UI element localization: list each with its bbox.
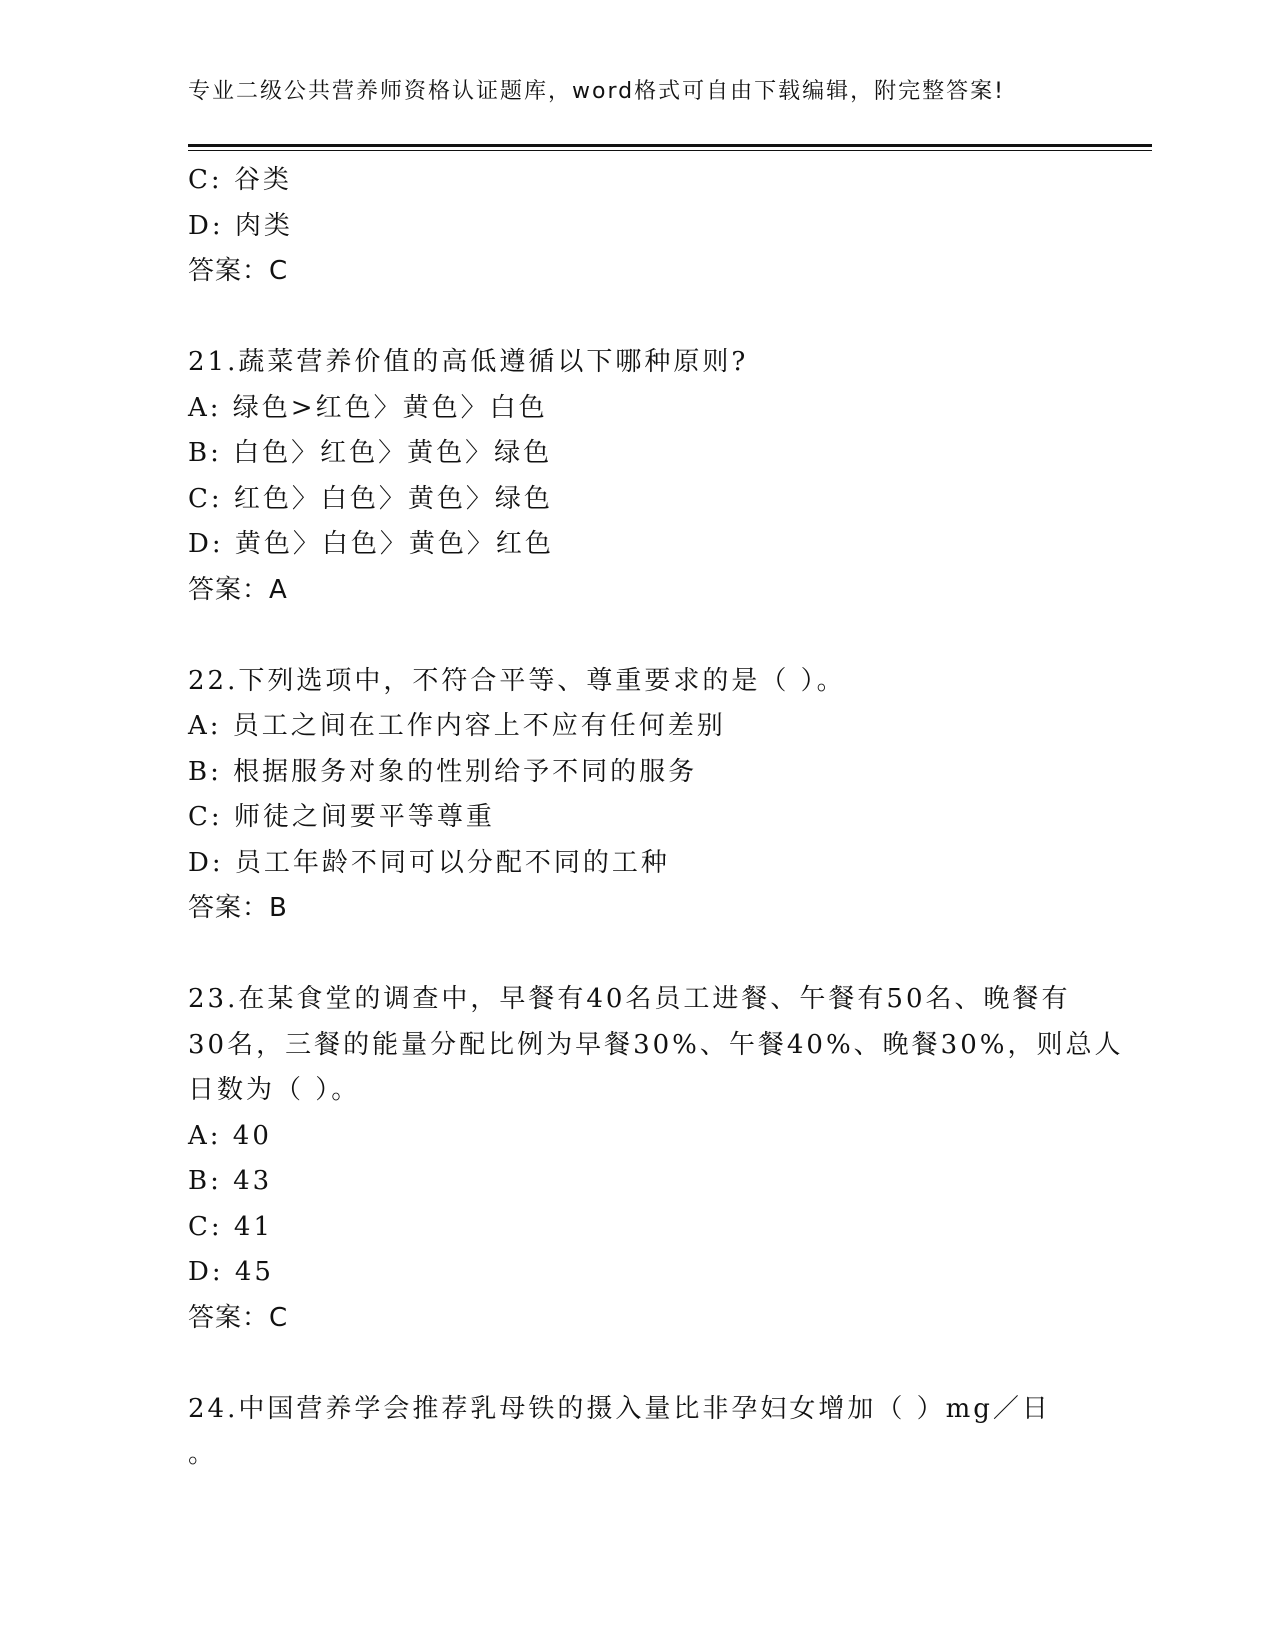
question-stem-line: 日数为（ ）。	[188, 1075, 361, 1105]
option-c: C: 师徒之间要平等尊重	[188, 802, 495, 832]
option-b: B: 43	[188, 1166, 273, 1196]
option-c: C: 谷类	[188, 165, 292, 195]
question-stem-line: 。	[188, 1439, 218, 1469]
option-d: D: 肉类	[188, 210, 293, 241]
option-a: A: 40	[188, 1120, 272, 1151]
option-c: C: 红色〉白色〉黄色〉绿色	[188, 483, 553, 514]
spacer	[188, 932, 1088, 978]
question-stem-line: 23.在某食堂的调查中，早餐有40名员工进餐、午餐有50名、晚餐有	[188, 984, 1071, 1014]
spacer	[188, 1341, 1088, 1387]
page-header: 专业二级公共营养师资格认证题库，word格式可自由下载编辑，附完整答案!	[188, 79, 1005, 104]
answer-line: 答案：C	[188, 1302, 289, 1333]
header-rule-thick	[188, 144, 1152, 147]
option-c: C: 41	[188, 1211, 274, 1242]
option-a: A: 绿色>红色〉黄色〉白色	[188, 392, 548, 423]
spacer	[188, 295, 1088, 341]
answer-line: 答案：C	[188, 256, 289, 286]
option-d: D: 45	[188, 1257, 274, 1287]
answer-line: 答案：A	[188, 574, 288, 605]
header-rule-thin	[188, 150, 1152, 151]
question-stem-line: 30名，三餐的能量分配比例为早餐30%、午餐40%、晚餐30%，则总人	[188, 1029, 1124, 1060]
option-b: B: 根据服务对象的性别给予不同的服务	[188, 756, 698, 787]
option-d: D: 员工年龄不同可以分配不同的工种	[188, 847, 670, 878]
option-b: B: 白色〉红色〉黄色〉绿色	[188, 438, 553, 468]
question-stem: 22.下列选项中，不符合平等、尊重要求的是（ ）。	[188, 665, 846, 696]
answer-line: 答案：B	[188, 893, 288, 923]
question-stem: 21.蔬菜营养价值的高低遵循以下哪种原则?	[188, 347, 749, 377]
option-a: A: 员工之间在工作内容上不应有任何差别	[188, 711, 726, 741]
option-d: D: 黄色〉白色〉黄色〉红色	[188, 529, 554, 559]
question-stem-line: 24.中国营养学会推荐乳母铁的摄入量比非孕妇女增加（ ）mg／日	[188, 1393, 1051, 1424]
spacer	[188, 613, 1088, 659]
question-content	[188, 158, 1124, 1478]
